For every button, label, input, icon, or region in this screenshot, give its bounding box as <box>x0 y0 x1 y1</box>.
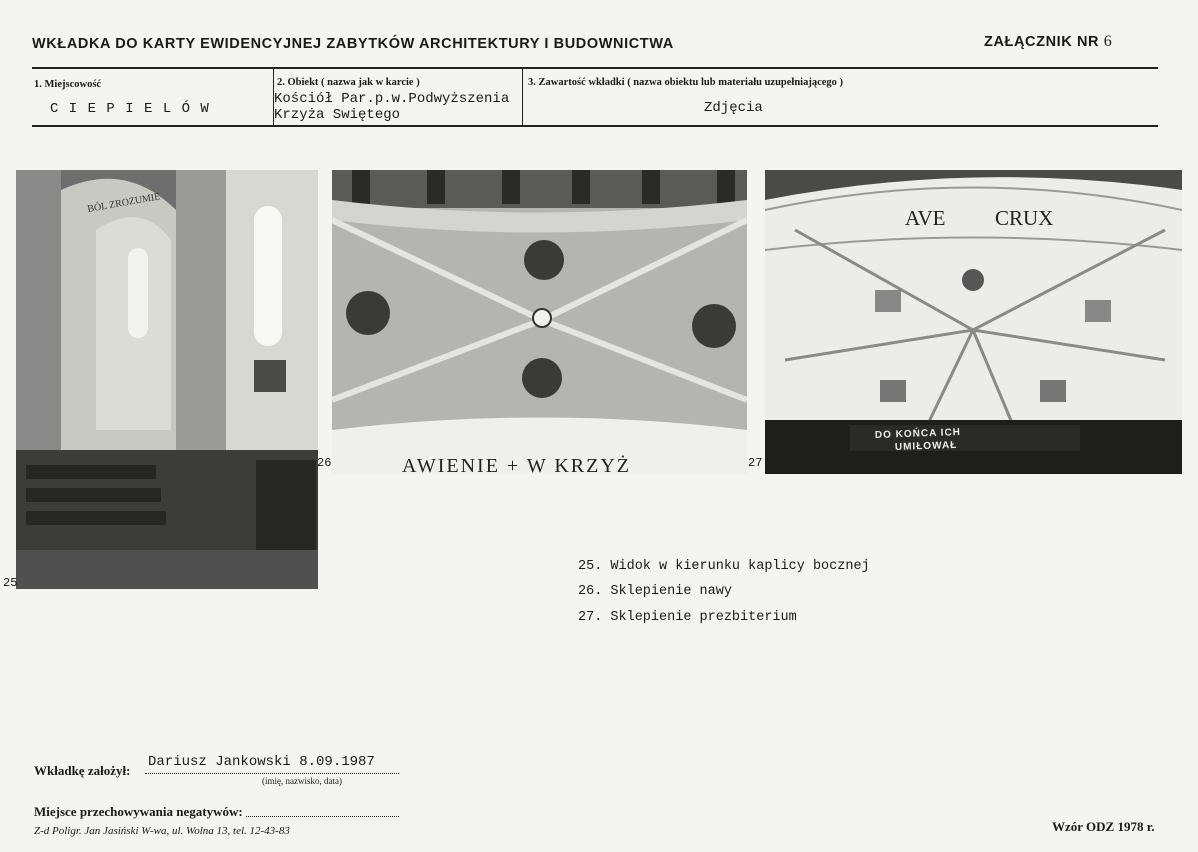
founder-line <box>145 754 399 774</box>
field-divider-2 <box>522 69 523 125</box>
object-label <box>277 77 420 88</box>
contents-hint: ( nazwa obiektu lub materiału uzupełniającego ) <box>627 77 844 88</box>
locality-label: 1. Miejscowość <box>34 79 102 90</box>
contents-value: Zdjęcia <box>704 100 763 116</box>
contents-label <box>528 77 843 88</box>
header-top-rule <box>32 67 1158 69</box>
storage-line <box>246 803 399 817</box>
photo-26-image <box>332 170 747 474</box>
caption-26: 26. Sklepienie nawy <box>578 584 732 599</box>
object-label-text: 2. Obiekt <box>277 77 319 88</box>
caption-27: 27. Sklepienie prezbiterium <box>578 610 797 625</box>
caption-25: 25. Widok w kierunku kaplicy bocznej <box>578 559 870 574</box>
founder-hint: (imię, nazwisko, data) <box>262 776 342 786</box>
annex-label <box>984 33 1112 51</box>
photo-27-inscription-ave: AVE <box>905 206 946 230</box>
photo-27 <box>765 170 1182 474</box>
contents-label-text: 3. Zawartość wkładki <box>528 77 625 88</box>
photo-25-inscription: BÓL ZROZUMIE <box>86 191 162 215</box>
locality-value: C I E P I E L Ó W <box>50 101 210 117</box>
photo-25 <box>16 170 318 589</box>
photo-27-inscription-crux: CRUX <box>995 206 1054 230</box>
photo-27-banner-line1: DO KOŃCA ICH <box>874 427 962 441</box>
photo-26 <box>332 170 747 474</box>
photo-26-inscription: AWIENIE + W KRZYŻ <box>402 455 632 474</box>
object-value-line2: Krzyża Swiętego <box>274 107 401 123</box>
photo-27-number: 27 <box>748 456 763 470</box>
photo-27-banner-line2: UMIŁOWAŁ <box>894 439 958 453</box>
object-value-line1: Kościół Par.p.w.Podwyższenia <box>274 91 510 107</box>
annex-label-text: ZAŁĄCZNIK NR <box>984 34 1100 50</box>
founder-value: Dariusz Jankowski 8.09.1987 <box>148 754 375 770</box>
photo-25-image <box>16 170 318 589</box>
annex-number: 6 <box>1103 33 1113 50</box>
founder-label: Wkładkę założył: <box>34 763 131 778</box>
header-bottom-rule <box>32 125 1158 127</box>
form-title: WKŁADKA DO KARTY EWIDENCYJNEJ ZABYTKÓW ARCHITEKTURY I BUDOWNICTWA <box>32 36 674 52</box>
storage-label: Miejsce przechowywania negatywów: <box>34 804 243 819</box>
photo-26-number: 26 <box>317 456 332 470</box>
object-hint: ( nazwa jak w karcie ) <box>321 77 420 88</box>
photo-25-number: 25 <box>3 576 18 590</box>
photo-27-image <box>765 170 1182 474</box>
printer-imprint: Z-d Poligr. Jan Jasiński W-wa, ul. Wolna 13, tel. 12-43-83 <box>34 825 290 837</box>
form-model-label: Wzór ODZ 1978 r. <box>1052 819 1155 834</box>
